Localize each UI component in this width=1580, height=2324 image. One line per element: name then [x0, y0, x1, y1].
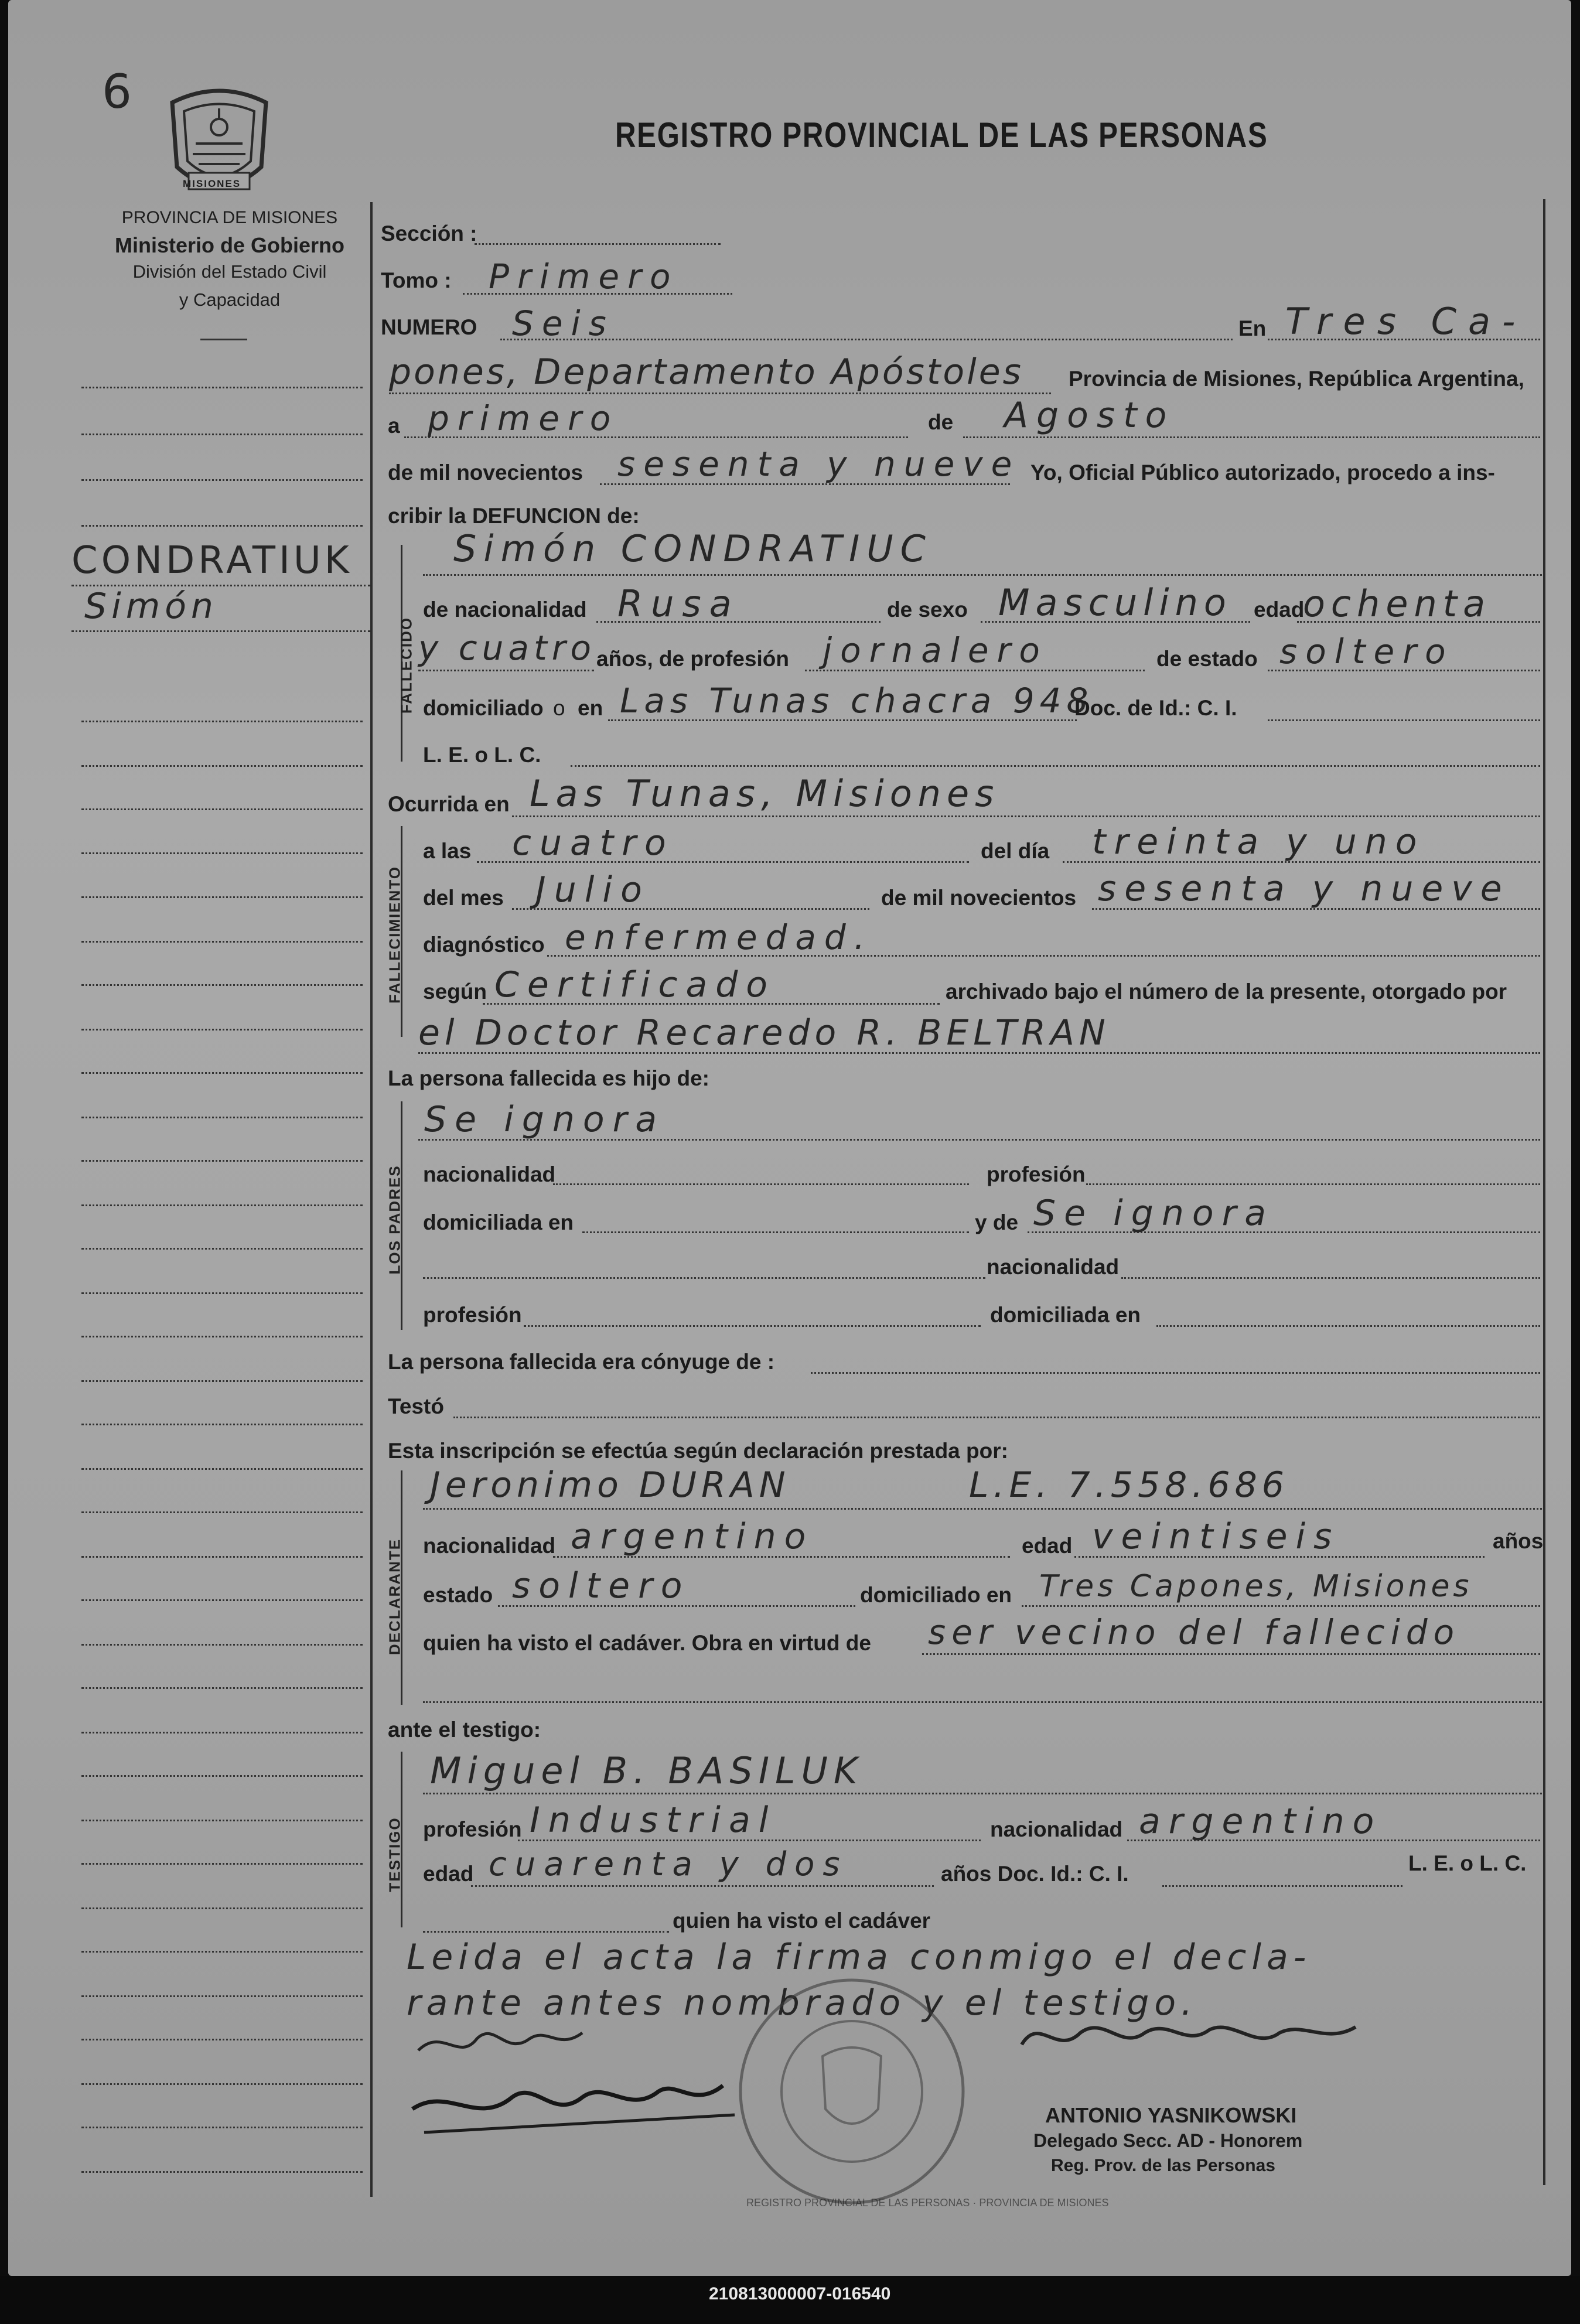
- label-conyuge: La persona fallecida era cónyuge de :: [388, 1350, 775, 1374]
- page-number: 6: [102, 64, 132, 119]
- label-t-nacionalidad: nacionalidad: [990, 1817, 1123, 1841]
- value-t-profesion: Industrial: [530, 1800, 777, 1841]
- margin-name: Simón: [84, 586, 218, 627]
- value-edad-2: y cuatro: [418, 628, 596, 668]
- value-segun: Certificado: [494, 964, 776, 1005]
- label-t-le: L. E. o L. C.: [1408, 1851, 1527, 1875]
- label-y-de: y de: [975, 1210, 1019, 1234]
- label-de-nacionalidad: de nacionalidad: [423, 598, 587, 622]
- label-archivado: archivado bajo el número de la presente, otorgado por: [946, 980, 1507, 1004]
- label-testo: Testó: [388, 1394, 444, 1418]
- value-sexo: Masculino: [998, 581, 1232, 624]
- side-label-declarante: DECLARANTE: [385, 1538, 404, 1656]
- label-d-edad: edad: [1022, 1534, 1073, 1558]
- label-nacionalidad-madre: nacionalidad: [987, 1255, 1120, 1279]
- value-nombre: Simón CONDRATIUC: [453, 527, 933, 570]
- value-declarante-doc: L.E. 7.558.686: [969, 1465, 1289, 1506]
- footer-bar: [0, 2276, 1580, 2324]
- value-doctor: el Doctor Recaredo R. BELTRAN: [418, 1012, 1110, 1053]
- value-mes: Agosto: [1004, 395, 1175, 436]
- value-d-domicilio: Tres Capones, Misiones: [1039, 1569, 1473, 1604]
- value-domicilio: Las Tunas chacra 948: [620, 681, 1094, 721]
- label-de-mil-2: de mil novecientos: [881, 886, 1077, 910]
- value-lugar-2: pones, Departamento Apóstoles: [389, 351, 1023, 393]
- side-label-testigo: TESTIGO: [385, 1817, 404, 1892]
- label-nacionalidad-padre: nacionalidad: [423, 1162, 556, 1186]
- label-hijo: La persona fallecida es hijo de:: [388, 1066, 710, 1090]
- value-madre: Se ignora: [1033, 1193, 1274, 1234]
- label-d-anos: años: [1493, 1529, 1544, 1553]
- label-yo: Yo, Oficial Público autorizado, procedo a ins-: [1030, 460, 1495, 484]
- label-segun: según: [423, 980, 487, 1004]
- left-border-rule: [370, 202, 373, 2197]
- value-tomo: Primero: [489, 257, 679, 296]
- label-provincia: Provincia de Misiones, República Argentina,: [1069, 367, 1524, 391]
- value-d-estado: soltero: [512, 1565, 691, 1606]
- signature-oficial-icon: [1016, 2004, 1391, 2074]
- division-name: División del Estado Civil: [132, 261, 327, 282]
- label-a: a: [388, 414, 400, 438]
- value-cierre-1: Leida el acta la firma conmigo el decla-: [407, 1937, 1312, 1978]
- label-numero: NUMERO: [381, 315, 477, 339]
- label-en-lower: en: [578, 696, 603, 720]
- label-t-cadaver: quien ha visto el cadáver: [673, 1909, 931, 1933]
- signature-declarante-icon: [407, 2015, 770, 2150]
- value-numero: Seis: [512, 303, 615, 343]
- label-anos-profesion: años, de profesión: [596, 647, 789, 671]
- label-edad: edad: [1254, 598, 1305, 622]
- division-name-2: y Capacidad: [179, 289, 281, 310]
- side-label-fallecido: FALLECIDO: [397, 616, 415, 714]
- value-profesion: jornalero: [823, 630, 1048, 670]
- value-declarante: Jeronimo DURAN: [430, 1465, 790, 1506]
- label-a-las: a las: [423, 839, 472, 863]
- label-declaracion: Esta inscripción se efectúa según declaración prestada por:: [388, 1439, 1008, 1463]
- value-anio: sesenta y nueve: [617, 444, 1021, 484]
- value-d-virtud: ser vecino del fallecido: [928, 1612, 1460, 1652]
- value-diagnostico: enfermedad.: [565, 917, 873, 957]
- value-ocurrida: Las Tunas, Misiones: [530, 772, 1000, 815]
- label-cribir: cribir la DEFUNCION de:: [388, 504, 640, 528]
- side-label-fallecimiento: FALLECIMIENTO: [385, 866, 404, 1004]
- officer-title: Delegado Secc. AD - Honorem: [1033, 2130, 1303, 2151]
- value-hora: cuatro: [512, 823, 674, 864]
- document-id: 210813000007-016540: [709, 2284, 891, 2303]
- label-del-dia: del día: [981, 839, 1050, 863]
- officer-org: Reg. Prov. de las Personas: [1051, 2156, 1275, 2175]
- label-domiciliado: domiciliado: [423, 696, 544, 720]
- label-profesion-madre: profesión: [423, 1303, 522, 1327]
- value-padre: Se ignora: [424, 1099, 665, 1140]
- value-mes-muerte: Julio: [535, 869, 650, 910]
- label-t-edad: edad: [423, 1862, 474, 1886]
- value-anio-muerte: sesenta y nueve: [1098, 868, 1510, 909]
- margin-surname: CONDRATIUK: [71, 539, 353, 582]
- label-d-nacionalidad: nacionalidad: [423, 1534, 556, 1558]
- right-border-rule: [1543, 199, 1545, 2185]
- label-diagnostico: diagnóstico: [423, 933, 545, 957]
- document-title: REGISTRO PROVINCIAL DE LAS PERSONAS: [615, 115, 1268, 155]
- label-en: En: [1238, 316, 1267, 340]
- label-ocurrida: Ocurrida en: [388, 792, 510, 816]
- value-estado: soltero: [1279, 632, 1454, 671]
- label-ante-testigo: ante el testigo:: [388, 1718, 541, 1742]
- label-de: de: [928, 410, 954, 434]
- value-t-edad: cuarenta y dos: [489, 1845, 848, 1883]
- shield-text: MISIONES: [183, 178, 241, 189]
- value-t-nacionalidad: argentino: [1139, 1801, 1383, 1842]
- label-seccion: Sección :: [381, 221, 477, 245]
- header-divider: [200, 339, 247, 340]
- value-lugar-1: Tres Ca-: [1285, 300, 1527, 343]
- label-profesion-padre: profesión: [987, 1162, 1086, 1186]
- ministry-name: Ministerio de Gobierno: [114, 233, 345, 257]
- label-de-mil: de mil novecientos: [388, 460, 583, 484]
- value-dia-muerte: treinta y uno: [1092, 821, 1425, 862]
- value-testigo: Miguel B. BASILUK: [430, 1749, 864, 1792]
- value-domicilio-suffix: o: [553, 696, 565, 720]
- value-d-edad: veintiseis: [1092, 1516, 1340, 1557]
- label-del-mes: del mes: [423, 886, 504, 910]
- seal-text: REGISTRO PROVINCIAL DE LAS PERSONAS · PROVINCIA DE MISIONES: [746, 2197, 1109, 2209]
- value-nacionalidad: Rusa: [617, 582, 740, 625]
- value-dia: primero: [428, 398, 619, 438]
- label-d-cadaver: quien ha visto el cadáver. Obra en virtud de: [423, 1631, 871, 1655]
- label-d-estado: estado: [423, 1583, 493, 1607]
- label-domiciliada-madre: domiciliada en: [990, 1303, 1141, 1327]
- side-label-padres: LOS PADRES: [385, 1165, 404, 1275]
- label-doc: Doc. de Id.: C. I.: [1074, 696, 1237, 720]
- province-name: PROVINCIA DE MISIONES: [121, 208, 338, 227]
- label-t-profesion: profesión: [423, 1817, 522, 1841]
- label-tomo: Tomo :: [381, 268, 452, 292]
- value-d-nacionalidad: argentino: [571, 1516, 814, 1557]
- label-de-estado: de estado: [1156, 647, 1258, 671]
- label-le-lc: L. E. o L. C.: [423, 743, 541, 767]
- label-de-sexo: de sexo: [887, 598, 968, 622]
- official-seal-icon: [729, 1968, 975, 2214]
- value-edad-1: ochenta: [1303, 582, 1492, 625]
- label-d-domiciliado: domiciliado en: [860, 1583, 1012, 1607]
- officer-name: ANTONIO YASNIKOWSKI: [1045, 2103, 1297, 2127]
- label-domiciliada-padre: domiciliada en: [423, 1210, 574, 1234]
- value-cierre-2: rante antes nombrado y el testigo.: [407, 1982, 1198, 2023]
- document-page: [8, 0, 1571, 2276]
- label-t-anos-doc: años Doc. Id.: C. I.: [941, 1862, 1129, 1886]
